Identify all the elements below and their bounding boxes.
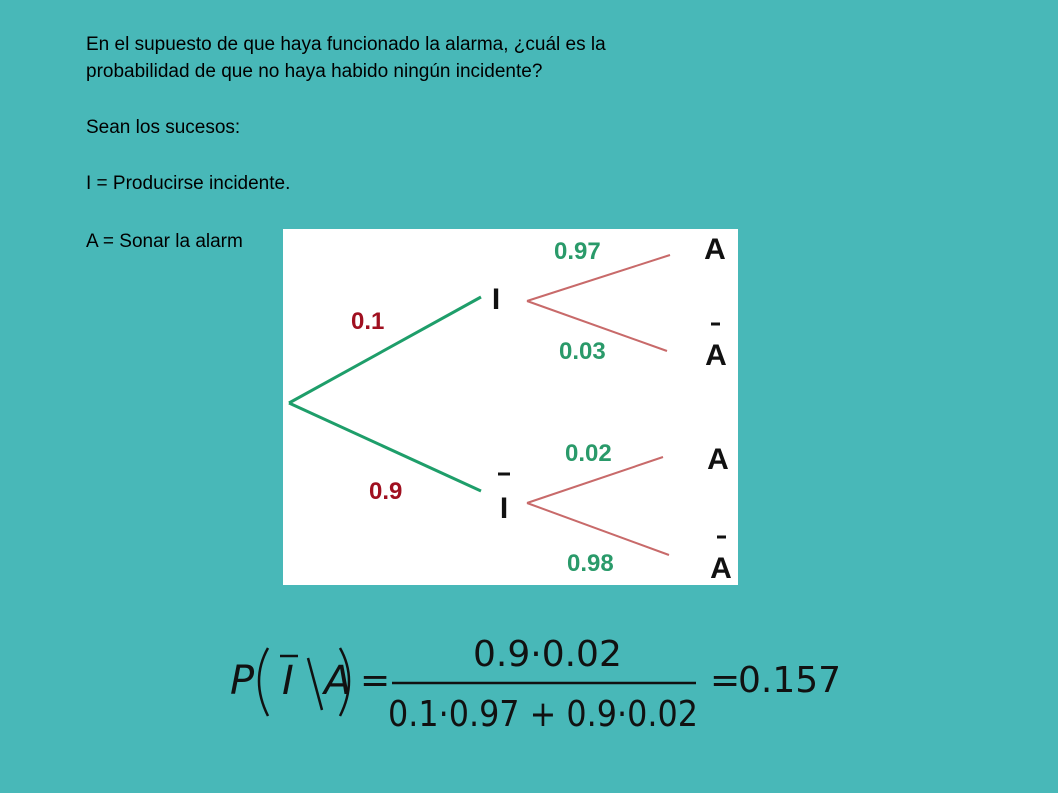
question-line-2: probabilidad de que no haya habido ningún incidente?: [86, 61, 543, 82]
probability-tree: [283, 229, 738, 585]
branch-root-to-incident: [289, 297, 481, 403]
formula-divider: [308, 658, 322, 710]
node-no-alarm-1: A: [705, 339, 727, 372]
prob-alarm-given-no-incident: 0.02: [565, 440, 612, 467]
prob-no-alarm-given-incident: 0.03: [559, 338, 606, 365]
formula-event: I: [282, 658, 294, 704]
formula-left-paren: [259, 648, 268, 716]
prob-no-incident: 0.9: [369, 478, 403, 505]
events-intro: Sean los sucesos:: [86, 117, 241, 138]
formula-numerator: 0.9·0.02: [473, 634, 622, 675]
node-alarm-1: A: [704, 233, 726, 266]
node-no-incident: I: [499, 492, 509, 525]
bayes-formula: [228, 628, 848, 738]
formula-equals-1: =: [360, 660, 391, 701]
question-line-1: En el supuesto de que haya funcionado la alarma, ¿cuál es la: [86, 34, 606, 55]
formula-denominator: 0.1·0.97 + 0.9·0.02: [388, 694, 698, 735]
prob-no-alarm-given-no-incident: 0.98: [567, 550, 614, 577]
formula-equals-2: =: [710, 660, 741, 701]
node-alarm-2: A: [707, 443, 729, 476]
event-alarm-definition: A = Sonar la alarm: [86, 231, 243, 252]
probability-tree-panel: [283, 229, 738, 585]
formula-result: 0.157: [738, 660, 842, 701]
node-incident: I: [491, 283, 501, 316]
prob-alarm-given-incident: 0.97: [554, 238, 601, 265]
node-no-alarm-2: A: [710, 552, 732, 585]
formula-condition: A: [324, 658, 352, 704]
prob-incident: 0.1: [351, 308, 385, 335]
bayes-formula-graphic: [228, 628, 848, 738]
branch-no-incident-to-no-alarm: [527, 503, 669, 555]
formula-p: P: [230, 658, 255, 704]
event-incident-definition: I = Producirse incidente.: [86, 173, 291, 194]
